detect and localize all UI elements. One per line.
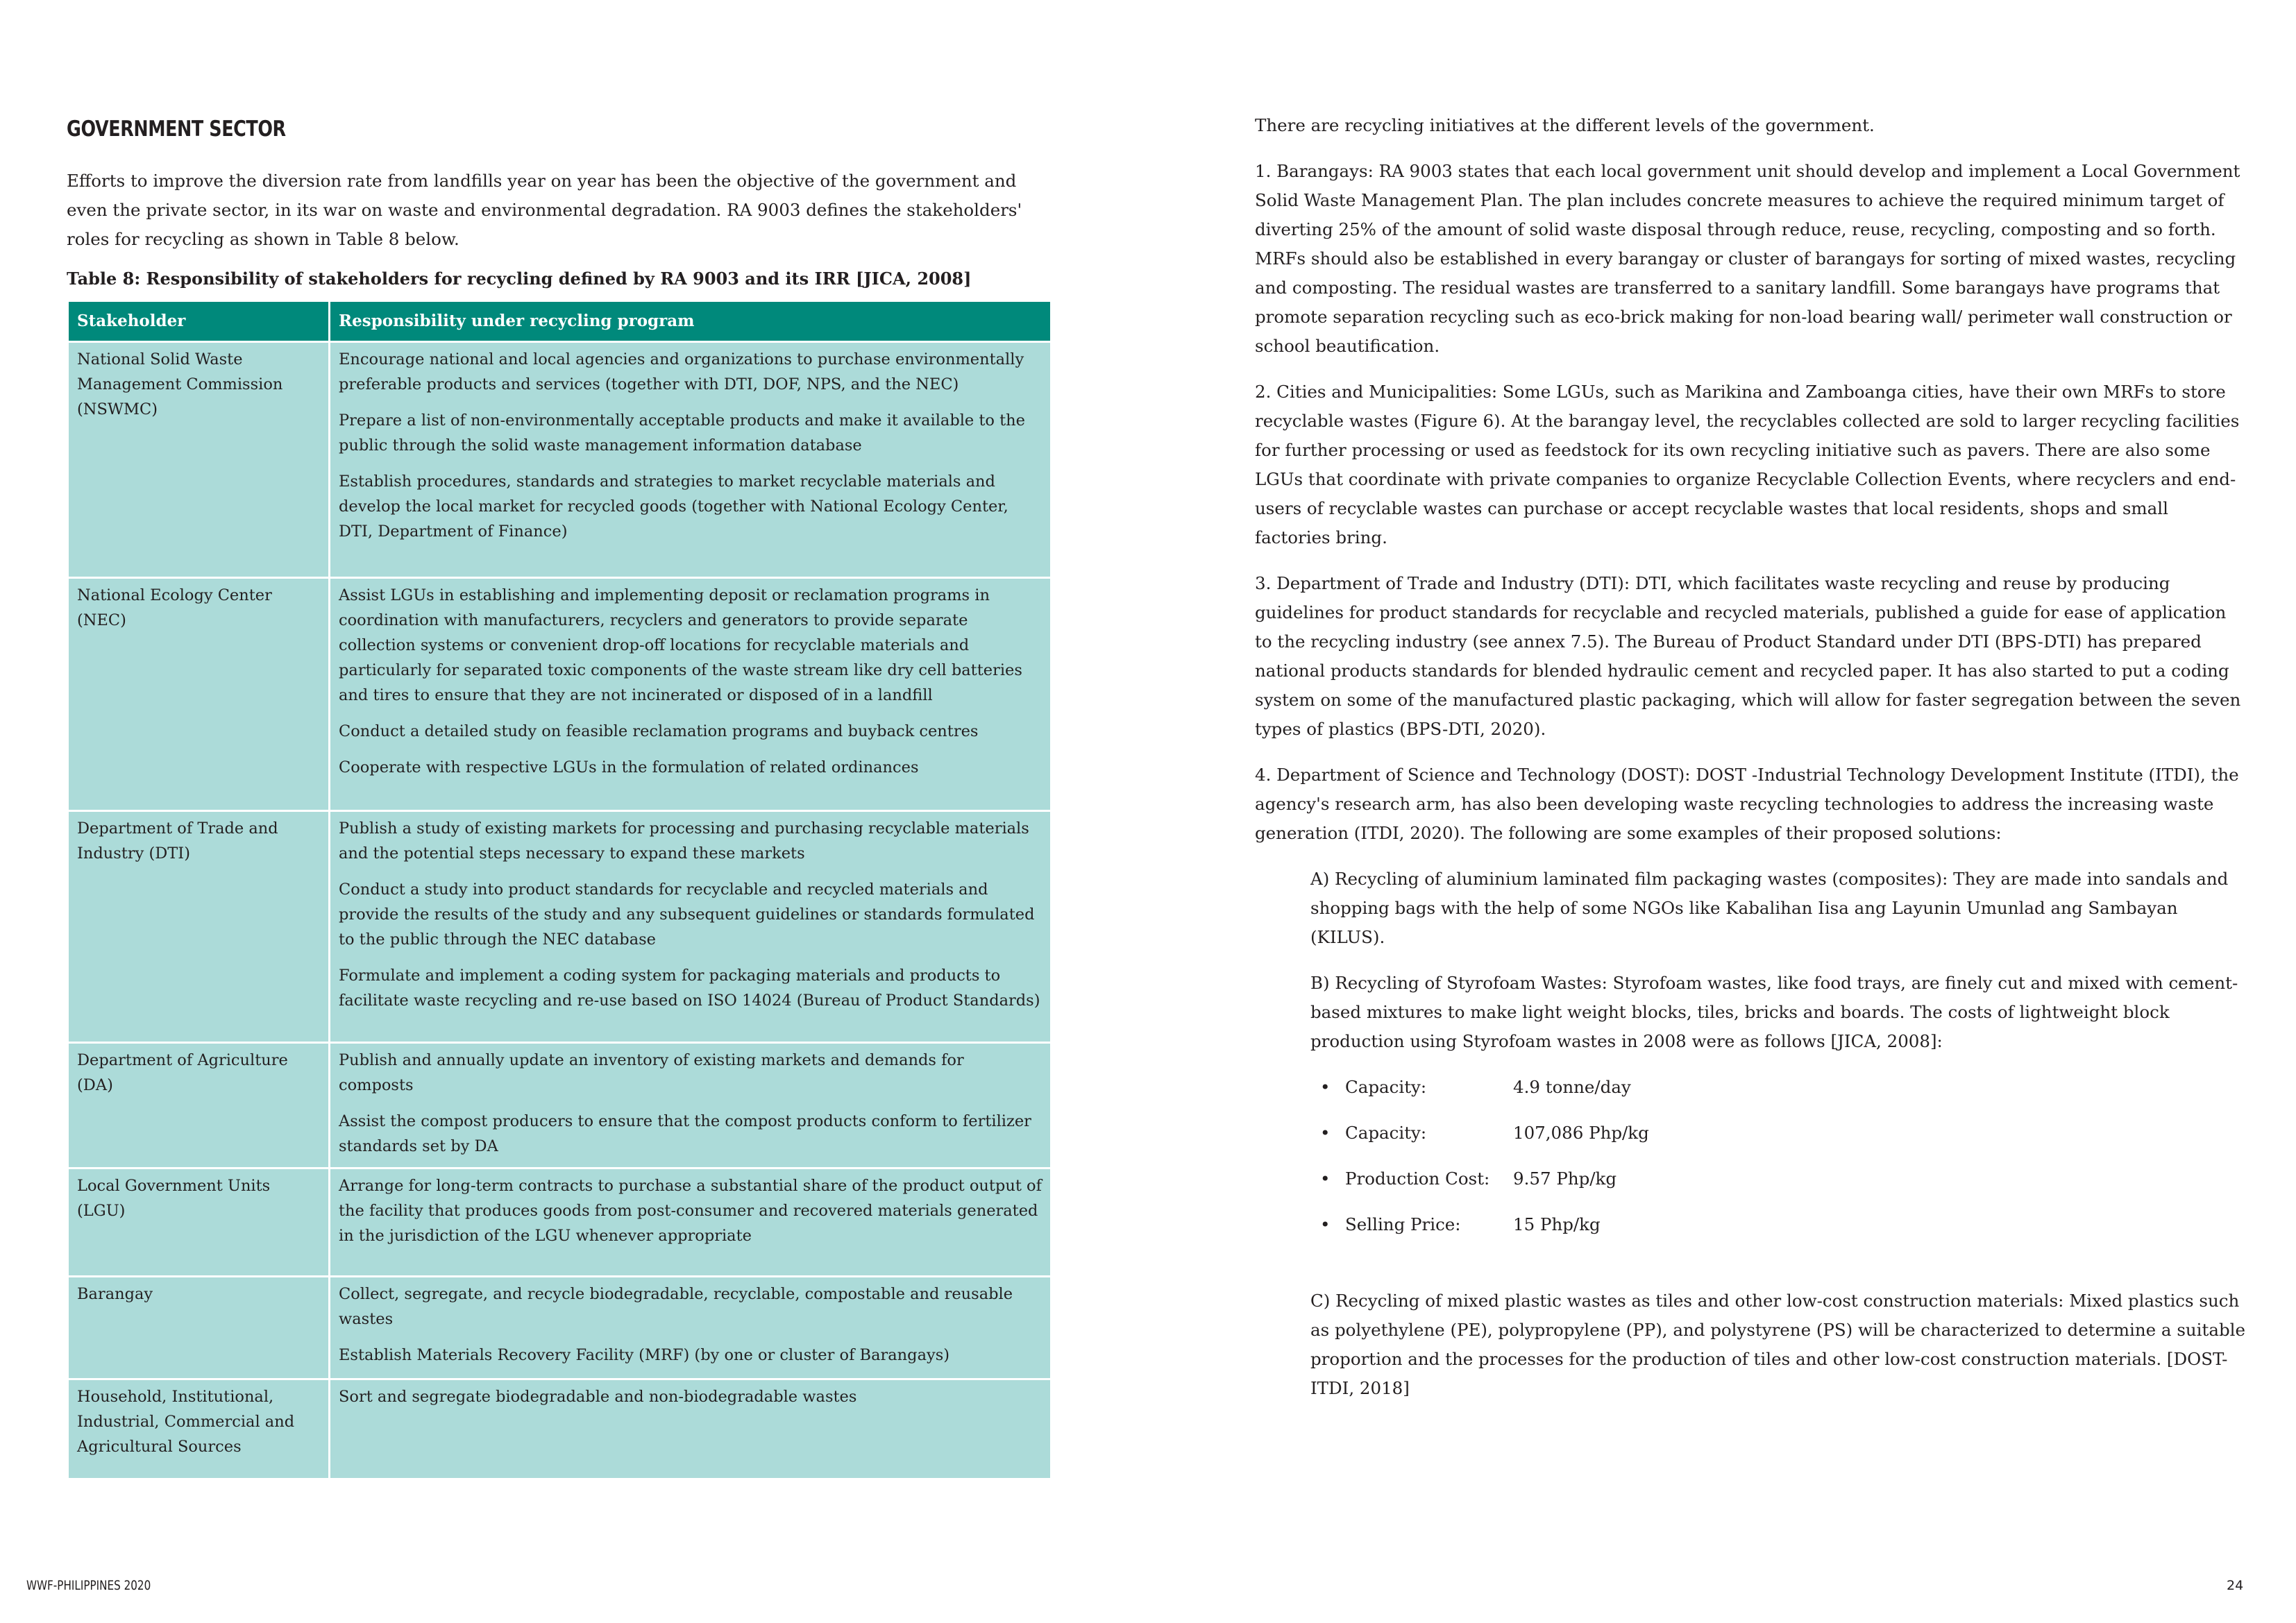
responsibility-cell xyxy=(330,342,1052,578)
bullet-icon: • xyxy=(1320,1214,1331,1234)
stakeholder-cell: National Solid Waste Management Commission (NSWMC) xyxy=(68,342,330,578)
right-column xyxy=(1255,111,2247,1420)
stakeholder-cell: Household, Institutional, Industrial, Commercial and Agricultural Sources xyxy=(68,1379,330,1479)
table-row xyxy=(68,342,1052,578)
initiative-dti: 3. Department of Trade and Industry (DTI): DTI, which facilitates waste recycling and reuse by producing guidelines for product standards for recyclable and recycled materials, published a guide for ease of application to the recycling industry (see annex 7.5). The Bureau of Product Standard under DTI (BPS-DTI) has prepared national products standards for blended hydraulic cement and recycled paper. It has also started to put a coding system on some of the manufactured plastic packaging, which will allow for faster segregation between the seven types of plastics (BPS-DTI, 2020). xyxy=(1255,573,2241,739)
list-item xyxy=(1310,1119,2247,1164)
responsibility-item: Cooperate with respective LGUs in the formulation of related ordinances xyxy=(339,758,919,776)
cost-label: Capacity: xyxy=(1345,1077,1427,1097)
responsibility-item: Prepare a list of non-environmentally acceptable products and make it available to the public through the solid waste management information database xyxy=(339,411,1025,454)
section-title: GOVERNMENT SECTOR xyxy=(67,117,286,142)
responsibility-item: Conduct a detailed study on feasible reclamation programs and buyback centres xyxy=(339,722,979,740)
header-stakeholder: Stakeholder xyxy=(68,301,330,342)
stakeholder-cell: Barangay xyxy=(68,1277,330,1379)
stakeholder-table xyxy=(67,300,1052,1480)
responsibility-item: Arrange for long-term contracts to purchase a substantial share of the product output of the facility that produces goods from post-consumer and recovered materials generated in the jurisdiction of the LGU whenever appropriate xyxy=(339,1177,1042,1245)
intro-paragraph: Efforts to improve the diversion rate from landfills year on year has been the objective of the government and even the private sector, in its war on waste and environmental degradation. RA 9003 defines the stakeholders' roles for recycling as shown in Table 8 below. xyxy=(67,171,1022,249)
list-item xyxy=(1310,1164,2247,1210)
responsibility-item: Encourage national and local agencies and organizations to purchase environmentally preferable products and services (together with DTI, DOF, NPS, and the NEC) xyxy=(339,350,1024,393)
responsibility-cell xyxy=(330,1169,1052,1277)
header-responsibility: Responsibility under recycling program xyxy=(330,301,1052,342)
page-number: 24 xyxy=(2227,1578,2244,1593)
initiative-dost: 4. Department of Science and Technology (DOST): DOST -Industrial Technology Development Institute (ITDI), the agency's research arm, has also been developing waste recycling technologies to address the increasing waste generation (ITDI, 2020). The following are some examples of their proposed solutions: xyxy=(1255,765,2239,843)
responsibility-item: Assist LGUs in establishing and implementing deposit or reclamation programs in coordination with manufacturers, recyclers and generators to provide separate collection systems or convenient drop-off locations for recyclable materials and particularly for separated toxic components of the waste stream like dry cell batteries and tires to ensure that they are not incinerated or disposed of in a landfill xyxy=(339,586,1022,704)
responsibility-item: Publish and annually update an inventory of existing markets and demands for composts xyxy=(339,1051,964,1094)
cost-value: 4.9 tonne/day xyxy=(1513,1077,1631,1097)
cost-label: Production Cost: xyxy=(1345,1169,1490,1189)
cost-value: 107,086 Php/kg xyxy=(1513,1123,1649,1143)
responsibility-item: Conduct a study into product standards for recyclable and recycled materials and provide the results of the study and any subsequent guidelines or standards formulated to the public through the NEC database xyxy=(339,881,1035,949)
responsibility-item: Establish procedures, standards and strategies to market recyclable materials and develop the local market for recycled goods (together with National Ecology Center, DTI, Department of Finance) xyxy=(339,473,1008,541)
responsibility-cell xyxy=(330,1043,1052,1169)
responsibility-item: Formulate and implement a coding system for packaging materials and products to facilitate waste recycling and re-use based on ISO 14024 (Bureau of Product Standards) xyxy=(339,967,1040,1010)
stakeholder-cell: National Ecology Center (NEC) xyxy=(68,578,330,811)
responsibility-item: Sort and segregate biodegradable and non-biodegradable wastes xyxy=(339,1388,857,1406)
responsibility-cell xyxy=(330,578,1052,811)
table-row xyxy=(68,1169,1052,1277)
responsibility-item: Establish Materials Recovery Facility (MRF) (by one or cluster of Barangays) xyxy=(339,1346,950,1364)
bullet-icon: • xyxy=(1320,1169,1331,1189)
initiative-cities: 2. Cities and Municipalities: Some LGUs, such as Marikina and Zamboanga cities, have their own MRFs to store recyclable wastes (Figure 6). At the barangay level, the recyclables collected are sold to larger recycling facilities for further processing or used as feedstock for its own recycling initiative such as pavers. There are also some LGUs that coordinate with private companies to organize Recyclable Collection Events, where recyclers and end-users of recyclable wastes can purchase or accept recyclable wastes that local residents, shops and small factories bring. xyxy=(1255,382,2240,547)
list-item xyxy=(1310,1073,2247,1119)
responsibility-cell xyxy=(330,1379,1052,1479)
table-caption: Table 8: Responsibility of stakeholders for recycling defined by RA 9003 and its IRR [JICA, 2008] xyxy=(67,269,972,289)
cost-label: Selling Price: xyxy=(1345,1214,1461,1234)
cost-value: 9.57 Php/kg xyxy=(1513,1169,1617,1189)
bullet-icon: • xyxy=(1320,1077,1331,1097)
bullet-icon: • xyxy=(1320,1123,1331,1143)
table-row xyxy=(68,1379,1052,1479)
table-row xyxy=(68,811,1052,1043)
list-item xyxy=(1310,1210,2247,1256)
solution-b: B) Recycling of Styrofoam Wastes: Styrofoam wastes, like food trays, are finely cut and mixed with cement-based mixtures to make light weight blocks, tiles, bricks and boards. The costs of lightweight block production using Styrofoam wastes in 2008 were as follows [JICA, 2008]: xyxy=(1310,973,2238,1051)
right-intro: There are recycling initiatives at the different levels of the government. xyxy=(1255,115,1875,135)
cost-label: Capacity: xyxy=(1345,1123,1427,1143)
left-column xyxy=(67,104,1052,1480)
responsibility-item: Publish a study of existing markets for processing and purchasing recyclable materials and the potential steps necessary to expand these markets xyxy=(339,819,1029,863)
stakeholder-cell: Local Government Units (LGU) xyxy=(68,1169,330,1277)
responsibility-cell xyxy=(330,1277,1052,1379)
initiative-barangays: 1. Barangays: RA 9003 states that each local government unit should develop and implement a Local Government Solid Waste Management Plan. The plan includes concrete measures to achieve the required minimum target of diverting 25% of the amount of solid waste disposal through reduce, reuse, recycling, composting and so forth. MRFs should also be established in every barangay or cluster of barangays for sorting of mixed wastes, recycling and composting. The residual wastes are transferred to a sanitary landfill. Some barangays have programs that promote separation recycling such as eco-brick making for non-load bearing wall/ perimeter wall construction or school beautification. xyxy=(1255,161,2240,356)
table-row xyxy=(68,1277,1052,1379)
responsibility-item: Assist the compost producers to ensure that the compost products conform to fertilizer standards set by DA xyxy=(339,1112,1031,1155)
cost-value: 15 Php/kg xyxy=(1513,1214,1601,1234)
cost-list xyxy=(1310,1073,2247,1256)
stakeholder-cell: Department of Trade and Industry (DTI) xyxy=(68,811,330,1043)
table-row xyxy=(68,1043,1052,1169)
responsibility-item: Collect, segregate, and recycle biodegradable, recyclable, compostable and reusable wastes xyxy=(339,1285,1013,1328)
solution-c: C) Recycling of mixed plastic wastes as tiles and other low-cost construction materials: Mixed plastics such as polyethylene (PE), polypropylene (PP), and polystyrene (PS) will be characterized to determine a suitable proportion and the processes for the production of tiles and other low-cost construction materials. [DOST-ITDI, 2018] xyxy=(1310,1291,2245,1398)
footer-publisher: WWF-PHILIPPINES 2020 xyxy=(26,1578,151,1593)
stakeholder-cell: Department of Agriculture (DA) xyxy=(68,1043,330,1169)
table-row xyxy=(68,578,1052,811)
solution-a: A) Recycling of aluminium laminated film packaging wastes (composites): They are made into sandals and shopping bags with the help of some NGOs like Kabalihan Iisa ang Layunin Umunlad ang Sambayan (KILUS). xyxy=(1310,869,2229,947)
table-header-row xyxy=(68,301,1052,342)
responsibility-cell xyxy=(330,811,1052,1043)
